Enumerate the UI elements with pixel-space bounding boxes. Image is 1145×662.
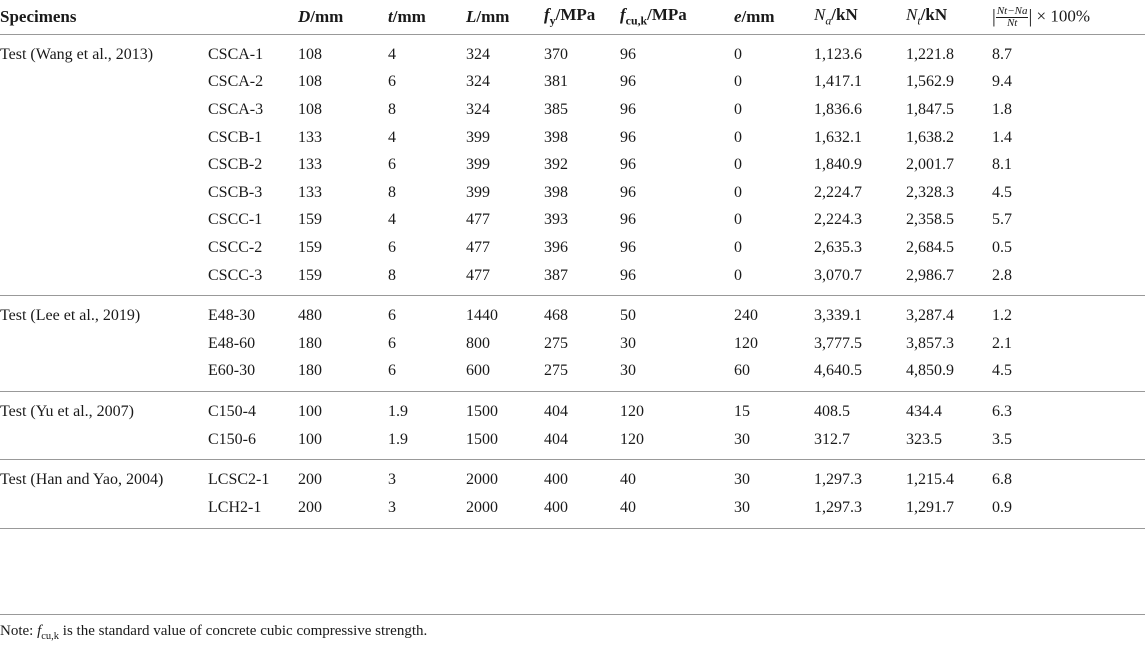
error-fraction-numerator: Nt−Na [996,4,1028,17]
cell-thickness: 6 [388,307,396,325]
header-length [466,0,544,35]
header-na-symbol: N [814,5,826,25]
cell-thickness: 8 [388,262,466,296]
cell-analytical-capacity: 4,640.5 [814,358,906,392]
table-row [0,296,1145,330]
cell-test-capacity: 1,638.2 [906,128,954,146]
error-fraction-denominator: Nt [1006,16,1018,29]
header-fy-symbol: f [544,5,550,25]
cell-thickness: 6 [388,156,396,174]
cell-diameter: 180 [298,334,322,352]
cell-thickness: 4 [388,211,396,229]
cell-yield-strength: 404 [544,402,568,420]
cell-relative-error: 4.5 [992,358,1145,392]
header-length-symbol: L [466,7,477,26]
header-diameter-symbol: D [298,7,311,26]
cell-relative-error: 8.1 [992,156,1012,174]
cell-yield-strength: 392 [544,156,568,174]
cell-relative-error: 4.5 [992,183,1012,201]
cell-thickness: 8 [388,100,396,118]
cell-eccentricity: 0 [734,238,742,256]
cell-diameter: 480 [298,307,322,325]
cell-length: 477 [466,262,544,296]
cell-specimen-id: CSCB-2 [208,156,263,174]
cell-relative-error: 1.8 [992,100,1012,118]
table-header-row [0,0,1145,35]
cell-test-capacity: 323.5 [906,426,992,460]
cell-analytical-capacity: 1,123.6 [814,45,862,63]
cell-specimen-id: CSCC-1 [208,211,263,229]
cell-diameter: 159 [298,262,388,296]
cell-thickness: 6 [388,334,396,352]
cell-thickness: 1.9 [388,402,408,420]
cell-analytical-capacity: 1,632.1 [814,128,862,146]
cell-concrete-strength: 96 [620,238,636,256]
cell-diameter: 180 [298,358,388,392]
cell-source: Test (Wang et al., 2013) [0,45,154,63]
cell-concrete-strength: 50 [620,307,636,325]
header-relative-error [992,0,1145,35]
cell-thickness: 6 [388,238,396,256]
cell-yield-strength: 404 [544,426,620,460]
table-row [0,426,1145,460]
cell-yield-strength: 396 [544,238,568,256]
cell-test-capacity: 2,684.5 [906,238,954,256]
cell-eccentricity: 15 [734,402,750,420]
cell-test-capacity: 1,221.8 [906,45,954,63]
cell-analytical-capacity: 312.7 [814,426,906,460]
cell-yield-strength: 370 [544,45,568,63]
cell-eccentricity: 0 [734,100,742,118]
cell-source [0,494,208,528]
cell-analytical-capacity: 3,777.5 [814,334,862,352]
note-symbol-subscript: cu,k [41,631,60,642]
cell-length: 600 [466,358,544,392]
cell-concrete-strength: 96 [620,128,636,146]
error-fraction [996,6,1029,29]
cell-relative-error: 2.1 [992,334,1012,352]
cell-length: 2000 [466,471,498,489]
header-na-subscript: a [825,13,832,28]
table-row [0,179,1145,207]
cell-length: 399 [466,156,490,174]
cell-eccentricity: 0 [734,45,742,63]
cell-analytical-capacity: 2,224.7 [814,183,862,201]
header-diameter [298,0,388,35]
cell-diameter: 108 [298,45,322,63]
cell-length: 2000 [466,494,544,528]
header-thickness-unit: /mm [392,7,426,26]
cell-specimen-id: E48-60 [208,334,256,352]
note-text: is the standard value of concrete cubic compressive strength. [59,623,428,639]
table-row [0,69,1145,97]
cell-test-capacity: 1,562.9 [906,73,954,91]
cell-eccentricity: 240 [734,307,758,325]
cell-analytical-capacity: 408.5 [814,402,850,420]
cell-concrete-strength: 30 [620,358,734,392]
header-e-unit: /mm [741,7,775,26]
cell-yield-strength: 398 [544,183,568,201]
cell-eccentricity: 0 [734,73,742,91]
header-diameter-unit: /mm [310,7,344,26]
cell-relative-error: 8.7 [992,45,1012,63]
cell-diameter: 100 [298,402,322,420]
cell-yield-strength: 400 [544,471,568,489]
header-specimens [0,0,208,35]
cell-yield-strength: 468 [544,307,568,325]
table-body [0,35,1145,529]
cell-eccentricity: 60 [734,358,814,392]
cell-specimen-id: CSCC-2 [208,238,263,256]
cell-thickness: 4 [388,128,396,146]
cell-test-capacity: 1,291.7 [906,494,992,528]
cell-test-capacity: 1,847.5 [906,100,954,118]
cell-specimen-id: E60-30 [208,358,298,392]
cell-test-capacity: 2,001.7 [906,156,954,174]
cell-diameter: 200 [298,471,322,489]
cell-yield-strength: 387 [544,262,620,296]
cell-concrete-strength: 96 [620,183,636,201]
cell-analytical-capacity: 2,224.3 [814,211,862,229]
cell-specimen-id: C150-4 [208,402,256,420]
header-specimens-label: Specimens [0,7,77,26]
cell-source: Test (Han and Yao, 2004) [0,471,164,489]
abs-bar-right: | [1028,6,1033,27]
cell-eccentricity: 30 [734,471,750,489]
cell-eccentricity: 0 [734,128,742,146]
cell-analytical-capacity: 3,339.1 [814,307,862,325]
cell-test-capacity: 3,287.4 [906,307,954,325]
cell-specimen-id: CSCA-2 [208,73,264,91]
cell-eccentricity: 0 [734,183,742,201]
cell-yield-strength: 275 [544,334,568,352]
cell-analytical-capacity: 1,840.9 [814,156,862,174]
table-row [0,151,1145,179]
cell-diameter: 159 [298,238,322,256]
cell-thickness: 3 [388,494,466,528]
cell-diameter: 133 [298,156,322,174]
header-fy-unit: /MPa [555,5,596,25]
table-row [0,330,1145,358]
cell-diameter: 108 [298,73,322,91]
header-na-unit: /kN [831,5,858,25]
cell-length: 324 [466,100,490,118]
header-fcu-unit: /MPa [647,5,687,25]
header-nt-symbol: N [906,5,918,25]
header-fcu-symbol: f [620,5,626,25]
cell-source [0,234,208,262]
cell-yield-strength: 381 [544,73,568,91]
cell-diameter: 133 [298,128,322,146]
cell-eccentricity: 0 [734,262,814,296]
table-row [0,124,1145,152]
cell-concrete-strength: 40 [620,494,734,528]
table-row [0,35,1145,69]
abs-bar-left: | [992,6,996,27]
cell-specimen-id: LCSC2-1 [208,471,270,489]
error-suffix: × 100% [1036,5,1091,25]
cell-relative-error: 3.5 [992,426,1145,460]
header-thickness-symbol: t [388,7,393,26]
table-row [0,392,1145,426]
cell-length: 477 [466,238,490,256]
table-row [0,262,1145,296]
cell-analytical-capacity: 3,070.7 [814,262,906,296]
cell-test-capacity: 4,850.9 [906,358,992,392]
cell-length: 1440 [466,307,498,325]
cell-relative-error: 2.8 [992,262,1145,296]
cell-diameter: 200 [298,494,388,528]
table-row [0,494,1145,528]
cell-concrete-strength: 96 [620,211,636,229]
cell-thickness: 6 [388,358,466,392]
cell-specimen-id: CSCC-3 [208,262,298,296]
cell-relative-error: 6.8 [992,471,1012,489]
cell-analytical-capacity: 1,417.1 [814,73,862,91]
cell-yield-strength: 398 [544,128,568,146]
cell-analytical-capacity: 1,297.3 [814,471,862,489]
cell-source [0,151,208,179]
table-row [0,460,1145,494]
cell-source [0,124,208,152]
cell-concrete-strength: 120 [620,426,734,460]
cell-source [0,330,208,358]
cell-concrete-strength: 96 [620,156,636,174]
table-row [0,234,1145,262]
cell-analytical-capacity: 2,635.3 [814,238,862,256]
cell-specimen-id: CSCA-3 [208,100,264,118]
header-specimen-id [208,0,298,35]
cell-analytical-capacity: 1,297.3 [814,494,906,528]
cell-source [0,96,208,124]
cell-relative-error: 1.2 [992,307,1012,325]
cell-test-capacity: 2,358.5 [906,211,954,229]
cell-relative-error: 9.4 [992,73,1012,91]
cell-eccentricity: 0 [734,211,742,229]
cell-source [0,69,208,97]
header-fcu-subscript: cu,k [625,13,648,28]
cell-length: 477 [466,211,490,229]
cell-concrete-strength: 96 [620,73,636,91]
cell-concrete-strength: 30 [620,334,636,352]
cell-concrete-strength: 96 [620,262,734,296]
cell-thickness: 1.9 [388,426,466,460]
header-fy-subscript: y [549,13,556,28]
cell-source: Test (Lee et al., 2019) [0,307,141,325]
cell-source [0,207,208,235]
cell-test-capacity: 3,857.3 [906,334,954,352]
cell-specimen-id: C150-6 [208,426,298,460]
cell-eccentricity: 120 [734,334,758,352]
header-length-unit: /mm [476,7,510,26]
header-test-capacity [906,0,992,35]
table-row [0,358,1145,392]
table-row [0,207,1145,235]
cell-source: Test (Yu et al., 2007) [0,402,134,420]
cell-relative-error: 0.9 [992,494,1145,528]
cell-specimen-id: CSCB-1 [208,128,263,146]
cell-yield-strength: 275 [544,358,620,392]
cell-specimen-id: CSCB-3 [208,183,263,201]
note-symbol: f [37,623,42,639]
header-yield-strength [544,0,620,35]
cell-yield-strength: 385 [544,100,568,118]
cell-eccentricity: 0 [734,156,742,174]
header-concrete-strength [620,0,734,35]
table-row [0,96,1145,124]
cell-specimen-id: E48-30 [208,307,256,325]
cell-source [0,426,208,460]
cell-eccentricity: 30 [734,494,814,528]
cell-diameter: 159 [298,211,322,229]
cell-length: 324 [466,45,490,63]
header-nt-subscript: t [917,13,921,28]
cell-concrete-strength: 96 [620,100,636,118]
cell-concrete-strength: 120 [620,402,644,420]
cell-diameter: 100 [298,426,388,460]
cell-thickness: 6 [388,73,396,91]
cell-length: 399 [466,128,490,146]
cell-test-capacity: 1,215.4 [906,471,954,489]
cell-test-capacity: 2,986.7 [906,262,992,296]
header-nt-unit: /kN [920,5,948,25]
note-prefix: Note: [0,623,38,639]
header-analytical-capacity [814,0,906,35]
cell-source [0,262,208,296]
cell-yield-strength: 393 [544,211,568,229]
cell-analytical-capacity: 1,836.6 [814,100,862,118]
cell-relative-error: 6.3 [992,402,1012,420]
cell-relative-error: 5.7 [992,211,1012,229]
cell-length: 1500 [466,402,498,420]
cell-thickness: 4 [388,45,396,63]
cell-diameter: 108 [298,100,322,118]
cell-source [0,358,208,392]
cell-concrete-strength: 96 [620,45,636,63]
cell-length: 1500 [466,426,544,460]
cell-eccentricity: 30 [734,426,814,460]
cell-length: 324 [466,73,490,91]
cell-source [0,179,208,207]
cell-length: 800 [466,334,490,352]
cell-specimen-id: LCH2-1 [208,494,298,528]
cell-diameter: 133 [298,183,322,201]
cell-test-capacity: 434.4 [906,402,942,420]
cell-relative-error: 0.5 [992,238,1012,256]
table-note [0,614,1145,642]
cell-length: 399 [466,183,490,201]
cell-thickness: 8 [388,183,396,201]
cell-relative-error: 1.4 [992,128,1012,146]
header-eccentricity [734,0,814,35]
cell-specimen-id: CSCA-1 [208,45,264,63]
cell-yield-strength: 400 [544,494,620,528]
cell-thickness: 3 [388,471,396,489]
header-e-symbol: e [734,7,742,26]
cell-concrete-strength: 40 [620,471,636,489]
cell-test-capacity: 2,328.3 [906,183,954,201]
header-thickness [388,0,466,35]
